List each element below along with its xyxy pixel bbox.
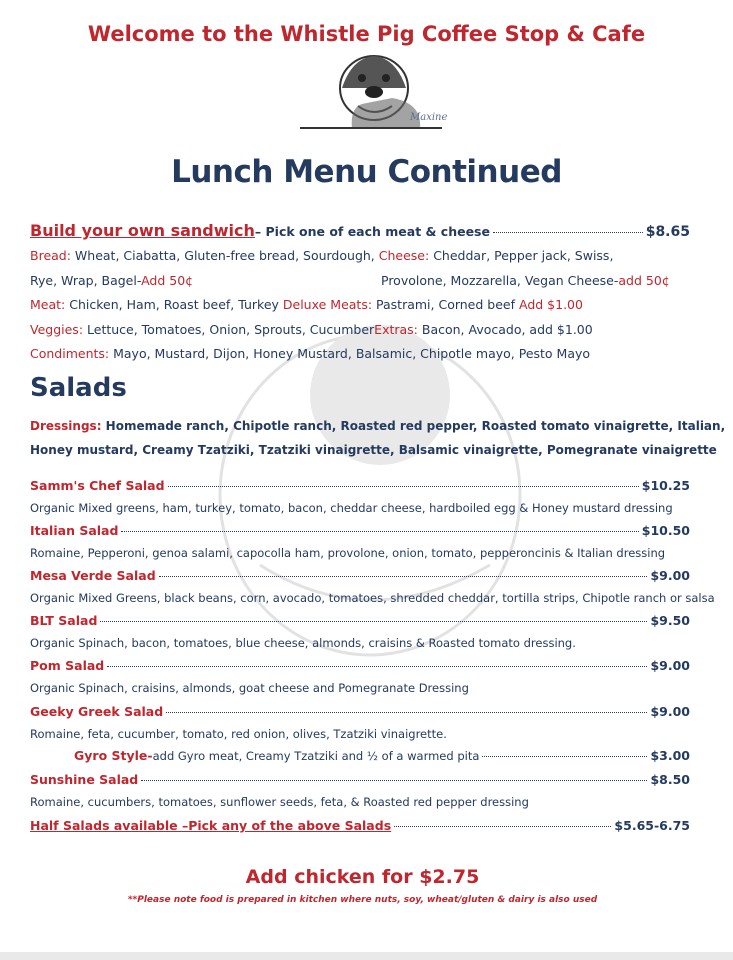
gyro-price: $3.00 xyxy=(650,748,690,763)
salad-item xyxy=(30,568,690,583)
bread-line xyxy=(30,248,613,263)
salad-price: $9.50 xyxy=(650,613,690,628)
salad-name: Pom Salad xyxy=(30,658,105,673)
salad-description: Romaine, cucumbers, tomatoes, sunflower seeds, feta, & Roasted red pepper dressing xyxy=(30,795,529,809)
sandwich-subtitle: – Pick one of each meat & cheese xyxy=(254,224,490,239)
condiments-text: Mayo, Mustard, Dijon, Honey Mustard, Balsamic, Chipotle mayo, Pesto Mayo xyxy=(109,346,591,361)
salad-item xyxy=(30,658,690,673)
veggies-text: Lettuce, Tomatoes, Onion, Sprouts, Cucumber xyxy=(83,322,375,337)
salad-item xyxy=(30,478,690,493)
salad-name: Samm's Chef Salad xyxy=(30,478,165,493)
salad-description: Organic Spinach, bacon, tomatoes, blue cheese, almonds, craisins & Roasted tomato dressing. xyxy=(30,636,576,650)
page-title: Lunch Menu Continued xyxy=(171,154,562,190)
extras-text: Bacon, Avocado, add $1.00 xyxy=(417,322,593,337)
salad-price: $9.00 xyxy=(650,704,690,719)
salad-price: $9.00 xyxy=(650,658,690,673)
salad-description: Organic Spinach, craisins, almonds, goat cheese and Pomegranate Dressing xyxy=(30,681,469,695)
salad-item xyxy=(30,523,690,538)
salad-description: Romaine, feta, cucumber, tomato, red onion, olives, Tzatziki vinaigrette. xyxy=(30,727,447,741)
condiments-line xyxy=(30,346,590,361)
dot-leader xyxy=(166,712,647,713)
sandwich-header-row xyxy=(30,221,690,240)
dressings-label: Dressings: xyxy=(30,419,102,433)
salad-name: Mesa Verde Salad xyxy=(30,568,156,583)
salad-description: Organic Mixed greens, ham, turkey, tomato, bacon, cheddar cheese, hardboiled egg & Honey mustard dressing xyxy=(30,501,673,515)
gyro-name: Gyro Style- xyxy=(74,748,153,763)
salad-item xyxy=(30,704,690,719)
bread-line-2 xyxy=(30,273,193,288)
sandwich-price: $8.65 xyxy=(645,224,690,240)
svg-text:Maxine: Maxine xyxy=(410,112,448,123)
gyro-addon-row xyxy=(74,748,690,763)
dot-leader xyxy=(168,486,639,487)
bread-label: Bread: xyxy=(30,248,71,263)
bottom-bar xyxy=(0,952,733,960)
cheese-text: Cheddar, Pepper jack, Swiss, xyxy=(429,248,614,263)
dot-leader xyxy=(159,576,648,577)
meat-text: Chicken, Ham, Roast beef, Turkey xyxy=(65,297,283,312)
bread-add: Add 50¢ xyxy=(141,273,194,288)
dot-leader xyxy=(141,780,647,781)
dressings-line-2: Honey mustard, Creamy Tzatziki, Tzatziki vinaigrette, Balsamic vinaigrette, Pomegranate vinaigrette xyxy=(30,443,717,457)
sandwich-name: Build your own sandwich xyxy=(30,221,255,240)
meat-line xyxy=(30,297,583,312)
dot-leader xyxy=(107,666,647,667)
veggies-label: Veggies: xyxy=(30,322,84,337)
salad-name: Geeky Greek Salad xyxy=(30,704,164,719)
veggies-line xyxy=(30,322,593,337)
salad-name: Italian Salad xyxy=(30,523,119,538)
cheese-line-2 xyxy=(381,273,670,288)
dot-leader xyxy=(100,621,647,622)
salad-price: $8.50 xyxy=(650,772,690,787)
cheese-label: Cheese: xyxy=(378,248,430,263)
salad-description: Romaine, Pepperoni, genoa salami, capocolla ham, provolone, onion, tomato, pepperoncinis & Italian dressing xyxy=(30,546,666,560)
salad-price: $9.00 xyxy=(650,568,690,583)
welcome-title: Welcome to the Whistle Pig Coffee Stop & Cafe xyxy=(87,22,646,46)
salads-heading: Salads xyxy=(30,373,127,403)
cheese-text-2: Provolone, Mozzarella, Vegan Cheese- xyxy=(381,273,619,288)
salad-price: $10.25 xyxy=(641,478,690,493)
half-salads-label: Half Salads available –Pick any of the above Salads xyxy=(30,818,392,833)
half-salads-price: $5.65-6.75 xyxy=(614,818,690,833)
gyro-text: add Gyro meat, Creamy Tzatziki and ½ of a warmed pita xyxy=(152,749,480,763)
salad-description: Organic Mixed Greens, black beans, corn, avocado, tomatoes, shredded cheddar, tortilla strips, Chipotle ranch or salsa xyxy=(30,591,715,605)
cheese-add: add 50¢ xyxy=(618,273,670,288)
dot-leader xyxy=(394,826,611,827)
extras-label: Extras: xyxy=(374,322,418,337)
meat-label: Meat: xyxy=(30,297,66,312)
bread-text-2: Rye, Wrap, Bagel- xyxy=(30,273,142,288)
dressings-line-1 xyxy=(30,419,725,433)
add-chicken-note: Add chicken for $2.75 xyxy=(245,866,480,888)
salad-price: $10.50 xyxy=(641,523,690,538)
salad-item xyxy=(30,613,690,628)
deluxe-text: Pastrami, Corned beef xyxy=(372,297,519,312)
half-salads-row xyxy=(30,818,690,833)
deluxe-add: Add $1.00 xyxy=(518,297,583,312)
bread-text: Wheat, Ciabatta, Gluten-free bread, Sourdough, xyxy=(70,248,375,263)
salad-name: BLT Salad xyxy=(30,613,98,628)
dot-leader xyxy=(493,232,643,233)
allergen-note: **Please note food is prepared in kitchen where nuts, soy, wheat/gluten & dairy is also used xyxy=(127,895,598,905)
dressings-text-1: Homemade ranch, Chipotle ranch, Roasted red pepper, Roasted tomato vinaigrette, Italian, xyxy=(101,419,726,433)
condiments-label: Condiments: xyxy=(30,346,110,361)
dot-leader xyxy=(121,531,638,532)
salad-name: Sunshine Salad xyxy=(30,772,139,787)
dot-leader xyxy=(482,756,647,757)
salad-item xyxy=(30,772,690,787)
whistle-pig-logo xyxy=(292,48,472,134)
deluxe-label: Deluxe Meats: xyxy=(282,297,373,312)
